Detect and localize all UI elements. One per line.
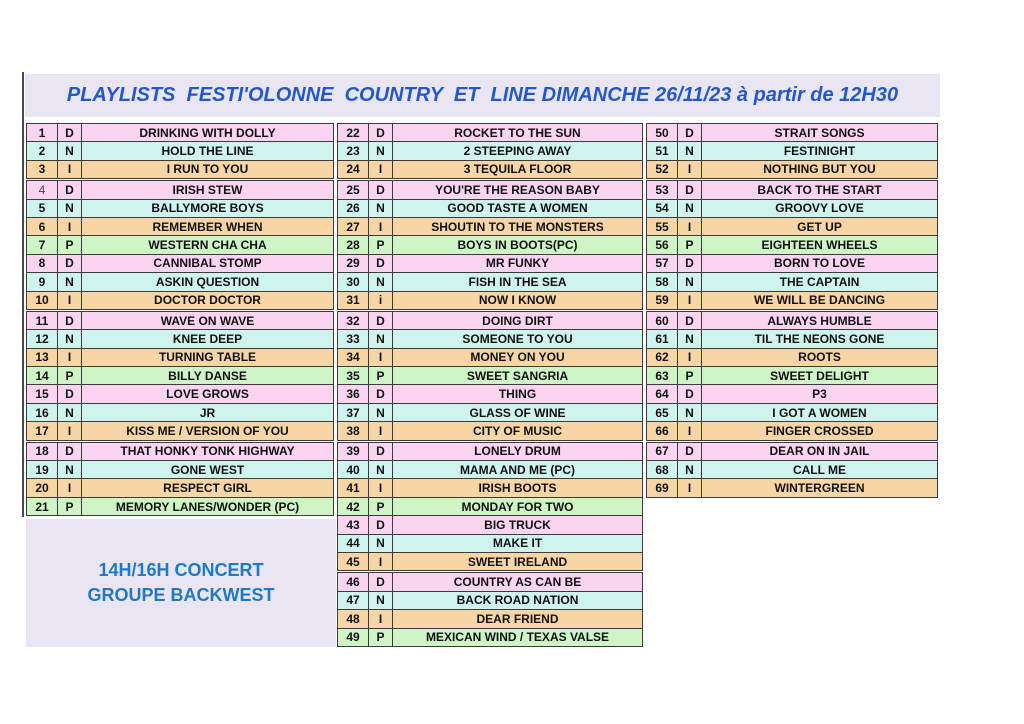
song-category: I	[369, 218, 393, 235]
song-title: GROOVY LOVE	[775, 201, 864, 216]
song-category: I	[369, 610, 393, 627]
song-number: 65	[647, 404, 678, 421]
song-number: 20	[27, 479, 58, 496]
song-number: 67	[647, 443, 678, 460]
song-number: 19	[27, 461, 58, 478]
song-number: 5	[27, 200, 58, 217]
table-row	[337, 534, 643, 553]
song-title: COUNTRY AS CAN BE	[453, 575, 582, 590]
song-title: GET UP	[797, 219, 842, 234]
playlist-table-2	[337, 123, 643, 647]
song-category: P	[369, 629, 393, 646]
song-category: P	[58, 498, 82, 515]
song-category: I	[678, 218, 702, 235]
song-category: D	[58, 124, 82, 141]
song-category: I	[58, 218, 82, 235]
song-title: BIG TRUCK	[484, 517, 551, 532]
table-row	[646, 254, 938, 273]
song-title: DRINKING WITH DOLLY	[139, 125, 276, 140]
song-number: 61	[647, 330, 678, 347]
table-row	[337, 591, 643, 610]
song-number: 18	[27, 443, 58, 460]
table-row	[646, 384, 938, 403]
song-category: D	[58, 255, 82, 272]
song-title: BILLY DANSE	[168, 368, 247, 383]
table-row	[26, 478, 334, 497]
song-title: GONE WEST	[170, 462, 245, 477]
table-row	[646, 235, 938, 254]
table-row	[26, 199, 334, 218]
song-category: P	[58, 236, 82, 253]
song-title: ALWAYS HUMBLE	[767, 313, 872, 328]
song-category: N	[678, 273, 702, 290]
table-row	[337, 442, 643, 461]
song-title: NOTHING BUT YOU	[763, 162, 876, 177]
song-number: 43	[338, 516, 369, 533]
song-number: 33	[338, 330, 369, 347]
song-number: 41	[338, 479, 369, 496]
song-number: 38	[338, 422, 369, 439]
song-title: MAKE IT	[492, 536, 543, 551]
concert-time-text: 14H/16H CONCERT	[98, 560, 264, 580]
song-number: 22	[338, 124, 369, 141]
table-row	[646, 291, 938, 310]
song-number: 55	[647, 218, 678, 235]
table-row	[337, 609, 643, 628]
table-row	[646, 160, 938, 179]
table-row	[337, 348, 643, 367]
song-number: 4	[27, 181, 58, 198]
song-category: P	[369, 367, 393, 384]
song-title: MR FUNKY	[485, 256, 550, 271]
table-row	[26, 291, 334, 310]
song-category: P	[369, 236, 393, 253]
song-title: BALLYMORE BOYS	[151, 201, 264, 216]
table-row	[26, 366, 334, 385]
song-category: D	[678, 124, 702, 141]
song-title: IRISH STEW	[172, 182, 243, 197]
table-row	[26, 235, 334, 254]
song-category: N	[678, 404, 702, 421]
song-number: 10	[27, 292, 58, 309]
song-category: N	[369, 142, 393, 159]
song-category: I	[369, 161, 393, 178]
table-row	[646, 141, 938, 160]
song-title: FESTINIGHT	[783, 144, 856, 159]
song-number: 47	[338, 592, 369, 609]
song-category: I	[678, 349, 702, 366]
table-row	[26, 311, 334, 330]
song-category: I	[678, 479, 702, 496]
song-number: 44	[338, 535, 369, 552]
song-number: 27	[338, 218, 369, 235]
table-row	[337, 217, 643, 236]
song-number: 16	[27, 404, 58, 421]
song-number: 17	[27, 422, 58, 439]
table-row	[26, 348, 334, 367]
song-title: NOW I KNOW	[478, 293, 557, 308]
song-category: D	[369, 124, 393, 141]
song-title: DEAR ON IN JAIL	[769, 444, 870, 459]
song-number: 30	[338, 273, 369, 290]
song-number: 50	[647, 124, 678, 141]
table-row	[337, 572, 643, 591]
song-category: N	[678, 461, 702, 478]
song-category: P	[678, 367, 702, 384]
song-number: 9	[27, 273, 58, 290]
table-row	[337, 141, 643, 160]
song-title: WINTERGREEN	[774, 481, 865, 496]
table-row	[26, 180, 334, 199]
song-title: YOU'RE THE REASON BABY	[435, 182, 600, 197]
table-row	[646, 180, 938, 199]
song-number: 23	[338, 142, 369, 159]
song-category: I	[369, 479, 393, 496]
table-row	[646, 460, 938, 479]
table-row	[26, 254, 334, 273]
song-category: N	[678, 142, 702, 159]
song-number: 51	[647, 142, 678, 159]
table-row	[646, 366, 938, 385]
song-category: D	[58, 385, 82, 402]
song-number: 45	[338, 553, 369, 570]
song-category: N	[58, 461, 82, 478]
song-title: BORN TO LOVE	[773, 256, 866, 271]
table-row	[646, 421, 938, 440]
song-title: 3 TEQUILA FLOOR	[463, 162, 572, 177]
song-number: 8	[27, 255, 58, 272]
song-number: 52	[647, 161, 678, 178]
table-row	[337, 628, 643, 647]
page-title: PLAYLISTS FESTI'OLONNE COUNTRY ET LINE DIMANCHE 26/11/23 à partir de 12H30	[66, 84, 899, 106]
song-title: THAT HONKY TONK HIGHWAY	[120, 444, 295, 459]
song-category: I	[58, 161, 82, 178]
song-number: 31	[338, 292, 369, 309]
song-title: SHOUTIN TO THE MONSTERS	[431, 219, 604, 234]
song-number: 24	[338, 161, 369, 178]
song-title: I RUN TO YOU	[166, 162, 249, 177]
song-category: D	[678, 385, 702, 402]
song-number: 64	[647, 385, 678, 402]
song-category: I	[58, 479, 82, 496]
playlist-table-3	[646, 123, 938, 498]
song-number: 42	[338, 498, 369, 515]
song-category: N	[678, 330, 702, 347]
song-category: I	[678, 422, 702, 439]
song-category: P	[369, 498, 393, 515]
song-category: D	[369, 181, 393, 198]
table-row	[337, 515, 643, 534]
table-row	[26, 123, 334, 142]
song-category: N	[58, 200, 82, 217]
song-number: 58	[647, 273, 678, 290]
table-row	[26, 141, 334, 160]
table-row	[646, 199, 938, 218]
song-category: N	[369, 535, 393, 552]
song-title: RESPECT GIRL	[163, 481, 252, 496]
song-title: MAMA AND ME (PC)	[459, 462, 576, 477]
song-number: 1	[27, 124, 58, 141]
song-title: LOVE GROWS	[166, 387, 249, 402]
table-row	[337, 235, 643, 254]
table-row	[26, 442, 334, 461]
song-title: CANNIBAL STOMP	[153, 256, 262, 271]
table-row	[337, 366, 643, 385]
song-number: 40	[338, 461, 369, 478]
song-category: I	[369, 553, 393, 570]
song-category: I	[678, 161, 702, 178]
song-category: N	[369, 592, 393, 609]
song-title: EIGHTEEN WHEELS	[761, 238, 878, 253]
song-category: D	[58, 443, 82, 460]
song-number: 54	[647, 200, 678, 217]
table-row	[337, 311, 643, 330]
song-category: N	[369, 461, 393, 478]
song-category: I	[58, 292, 82, 309]
song-title: P3	[812, 387, 827, 402]
song-category: D	[369, 312, 393, 329]
song-number: 60	[647, 312, 678, 329]
song-title: BACK TO THE START	[757, 182, 882, 197]
song-title: CALL ME	[792, 462, 847, 477]
song-number: 12	[27, 330, 58, 347]
table-row	[337, 123, 643, 142]
song-number: 14	[27, 367, 58, 384]
song-number: 6	[27, 218, 58, 235]
song-title: LONELY DRUM	[474, 444, 561, 459]
song-number: 57	[647, 255, 678, 272]
table-row	[646, 311, 938, 330]
song-number: 15	[27, 385, 58, 402]
song-title: HOLD THE LINE	[161, 144, 254, 159]
song-number: 28	[338, 236, 369, 253]
song-number: 29	[338, 255, 369, 272]
song-number: 7	[27, 236, 58, 253]
song-title: THE CAPTAIN	[779, 274, 860, 289]
song-title: SWEET DELIGHT	[770, 368, 869, 383]
song-category: P	[58, 367, 82, 384]
song-title: SWEET IRELAND	[467, 554, 568, 569]
table-row	[26, 403, 334, 422]
song-category: N	[58, 330, 82, 347]
concert-group-text: GROUPE BACKWEST	[87, 585, 275, 605]
song-number: 53	[647, 181, 678, 198]
song-number: 68	[647, 461, 678, 478]
song-title: BOYS IN BOOTS(PC)	[457, 238, 578, 253]
concert-note	[26, 519, 336, 647]
table-row	[646, 329, 938, 348]
song-number: 59	[647, 292, 678, 309]
song-title: DOCTOR DOCTOR	[154, 293, 261, 308]
song-number: 32	[338, 312, 369, 329]
table-row	[26, 217, 334, 236]
song-number: 25	[338, 181, 369, 198]
song-number: 36	[338, 385, 369, 402]
song-title: FINGER CROSSED	[765, 423, 874, 438]
table-row	[337, 180, 643, 199]
song-title: WE WILL BE DANCING	[753, 293, 886, 308]
song-category: I	[678, 292, 702, 309]
song-category: I	[369, 349, 393, 366]
song-title: WAVE ON WAVE	[160, 313, 255, 328]
song-title: SWEET SANGRIA	[466, 368, 569, 383]
table-row	[26, 421, 334, 440]
song-number: 46	[338, 573, 369, 590]
song-title: CITY OF MUSIC	[472, 423, 563, 438]
song-number: 21	[27, 498, 58, 515]
song-category: D	[369, 573, 393, 590]
song-title: DOING DIRT	[482, 313, 553, 328]
table-row	[337, 160, 643, 179]
table-row	[337, 329, 643, 348]
song-title: ROCKET TO THE SUN	[454, 125, 581, 140]
song-number: 66	[647, 422, 678, 439]
table-row	[646, 272, 938, 291]
song-title: KISS ME / VERSION OF YOU	[126, 423, 289, 438]
song-category: D	[678, 255, 702, 272]
table-row	[26, 497, 334, 516]
table-row	[337, 384, 643, 403]
title-banner	[25, 74, 940, 117]
song-category: i	[369, 292, 393, 309]
song-category: I	[58, 422, 82, 439]
song-number: 56	[647, 236, 678, 253]
table-row	[26, 460, 334, 479]
song-title: IRISH BOOTS	[478, 481, 557, 496]
song-number: 69	[647, 479, 678, 496]
song-title: MONEY ON YOU	[470, 350, 565, 365]
table-row	[646, 123, 938, 142]
song-title: ROOTS	[798, 350, 841, 365]
song-title: GLASS OF WINE	[469, 405, 566, 420]
table-row	[337, 403, 643, 422]
song-category: N	[369, 330, 393, 347]
song-number: 34	[338, 349, 369, 366]
song-title: STRAIT SONGS	[774, 125, 865, 140]
song-category: D	[58, 181, 82, 198]
table-row	[26, 329, 334, 348]
table-row	[337, 254, 643, 273]
song-number: 63	[647, 367, 678, 384]
table-row	[26, 384, 334, 403]
song-number: 13	[27, 349, 58, 366]
table-row	[646, 478, 938, 497]
song-number: 39	[338, 443, 369, 460]
song-category: D	[678, 443, 702, 460]
table-row	[337, 291, 643, 310]
song-number: 2	[27, 142, 58, 159]
table-row	[337, 460, 643, 479]
song-title: JR	[199, 405, 216, 420]
table-row	[646, 403, 938, 422]
song-title: ASKIN QUESTION	[155, 274, 260, 289]
song-category: N	[369, 273, 393, 290]
song-category: N	[58, 142, 82, 159]
table-row	[646, 348, 938, 367]
song-number: 26	[338, 200, 369, 217]
song-number: 11	[27, 312, 58, 329]
song-number: 35	[338, 367, 369, 384]
table-row	[337, 199, 643, 218]
song-category: N	[678, 200, 702, 217]
song-category: D	[678, 312, 702, 329]
song-category: D	[678, 181, 702, 198]
song-title: I GOT A WOMEN	[772, 405, 867, 420]
song-category: N	[369, 200, 393, 217]
song-category: D	[58, 312, 82, 329]
song-category: D	[369, 516, 393, 533]
song-number: 37	[338, 404, 369, 421]
song-title: MEXICAN WIND / TEXAS VALSE	[425, 630, 610, 645]
song-title: TIL THE NEONS GONE	[754, 331, 885, 346]
table-row	[646, 442, 938, 461]
song-title: 2 STEEPING AWAY	[463, 144, 572, 159]
song-title: KNEE DEEP	[172, 331, 243, 346]
song-title: TURNING TABLE	[158, 350, 257, 365]
song-category: N	[58, 273, 82, 290]
table-row	[337, 497, 643, 516]
table-row	[26, 272, 334, 291]
song-category: N	[369, 404, 393, 421]
table-row	[646, 217, 938, 236]
page-margin-line	[22, 72, 24, 517]
song-category: N	[58, 404, 82, 421]
table-row	[26, 160, 334, 179]
song-title: DEAR FRIEND	[476, 611, 559, 626]
song-category: D	[369, 255, 393, 272]
table-row	[337, 421, 643, 440]
playlist-table-1	[26, 123, 334, 516]
song-number: 49	[338, 629, 369, 646]
song-title: FISH IN THE SEA	[468, 274, 567, 289]
song-title: SOMEONE TO YOU	[462, 331, 573, 346]
song-title: BACK ROAD NATION	[456, 593, 579, 608]
song-category: P	[678, 236, 702, 253]
song-number: 3	[27, 161, 58, 178]
song-title: MONDAY FOR TWO	[461, 499, 574, 514]
song-category: I	[369, 422, 393, 439]
table-row	[337, 478, 643, 497]
table-row	[337, 272, 643, 291]
song-title: WESTERN CHA CHA	[148, 238, 267, 253]
song-number: 62	[647, 349, 678, 366]
song-title: REMEMBER WHEN	[152, 219, 263, 234]
song-title: GOOD TASTE A WOMEN	[447, 201, 588, 216]
table-row	[337, 552, 643, 571]
song-title: MEMORY LANES/WONDER (PC)	[115, 499, 300, 514]
song-category: D	[369, 385, 393, 402]
song-category: D	[369, 443, 393, 460]
song-number: 48	[338, 610, 369, 627]
song-category: I	[58, 349, 82, 366]
song-title: THING	[498, 387, 537, 402]
